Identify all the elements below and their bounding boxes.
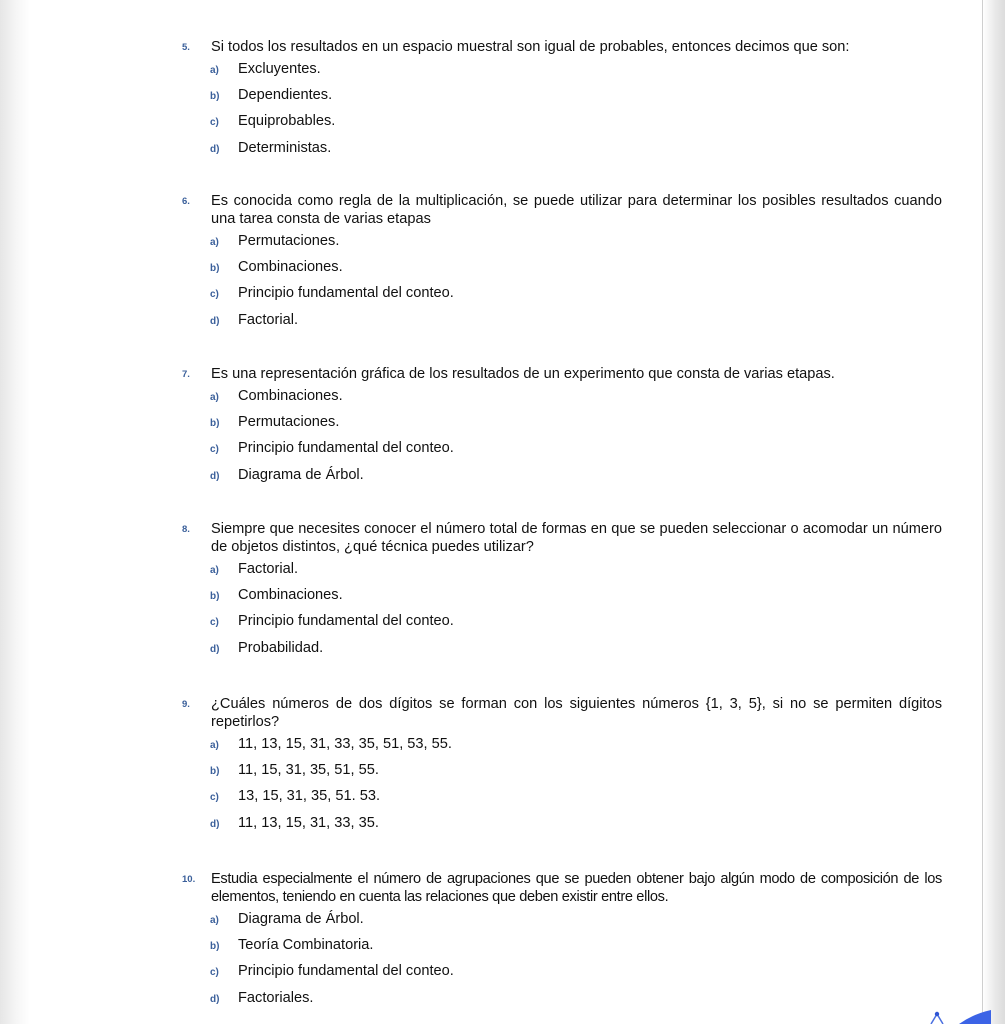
question-number: 9. xyxy=(182,699,190,710)
question-header xyxy=(182,192,942,228)
option-b[interactable] xyxy=(182,762,942,788)
question-text: ¿Cuáles números de dos dígitos se forman con los siguientes números {1, 3, 5}, si no se permiten dígitos repetirlos? xyxy=(211,696,942,730)
option-letter: b) xyxy=(210,766,220,778)
option-b[interactable] xyxy=(182,87,942,113)
option-text: Combinaciones. xyxy=(238,587,343,604)
option-letter: d) xyxy=(210,470,220,482)
question-header xyxy=(182,870,942,906)
question-5 xyxy=(182,38,942,166)
question-text: Es una representación gráfica de los resultados de un experimento que consta de varias etapas. xyxy=(211,366,835,382)
option-text: Probabilidad. xyxy=(238,639,324,656)
option-a[interactable] xyxy=(182,233,942,259)
option-a[interactable] xyxy=(182,911,942,937)
option-a[interactable] xyxy=(182,388,942,414)
option-letter: c) xyxy=(210,117,219,129)
option-text: Factorial. xyxy=(238,561,299,577)
options-list xyxy=(182,61,942,166)
page-corner-icon xyxy=(911,1002,991,1024)
option-c[interactable] xyxy=(182,440,942,466)
option-d[interactable] xyxy=(182,140,942,166)
option-a[interactable] xyxy=(182,61,942,87)
question-10 xyxy=(182,870,942,1016)
options-list xyxy=(182,388,942,493)
option-d[interactable] xyxy=(182,312,942,338)
option-text: Excluyentes. xyxy=(238,61,321,77)
option-d[interactable] xyxy=(182,990,942,1016)
option-c[interactable] xyxy=(182,113,942,139)
question-text: Estudia especialmente el número de agrupaciones que se pueden obtener bajo algún modo de composición de los elementos, teniendo en cuenta las relaciones que deben existir entre ellos. xyxy=(211,871,942,905)
option-text: Permutaciones. xyxy=(238,233,340,249)
option-a[interactable] xyxy=(182,561,942,587)
option-letter: c) xyxy=(210,617,219,629)
question-number: 7. xyxy=(182,369,190,380)
option-a[interactable] xyxy=(182,736,942,762)
option-letter: b) xyxy=(210,591,220,603)
question-header xyxy=(182,365,942,383)
option-text: Combinaciones. xyxy=(238,259,343,276)
question-text: Si todos los resultados en un espacio muestral son igual de probables, entonces decimos que son: xyxy=(211,39,850,55)
option-text: 11, 13, 15, 31, 33, 35. xyxy=(238,814,379,831)
option-d[interactable] xyxy=(182,467,942,493)
option-text: Teoría Combinatoria. xyxy=(238,937,374,954)
question-number: 5. xyxy=(182,42,190,53)
question-text: Siempre que necesites conocer el número total de formas en que se pueden seleccionar o acomodar un número de objetos distintos, ¿qué técnica puedes utilizar? xyxy=(211,521,942,555)
option-letter: a) xyxy=(210,740,219,751)
question-8 xyxy=(182,520,942,666)
option-letter: a) xyxy=(210,915,219,926)
option-b[interactable] xyxy=(182,937,942,963)
options-list xyxy=(182,736,942,841)
option-c[interactable] xyxy=(182,613,942,639)
option-letter: d) xyxy=(210,643,220,655)
option-letter: d) xyxy=(210,315,220,327)
option-letter: a) xyxy=(210,65,219,76)
option-d[interactable] xyxy=(182,815,942,841)
question-header xyxy=(182,38,942,56)
option-text: 11, 13, 15, 31, 33, 35, 51, 53, 55. xyxy=(238,736,452,752)
option-text: 11, 15, 31, 35, 51, 55. xyxy=(238,762,379,779)
option-text: Deterministas. xyxy=(238,139,332,156)
option-text: Permutaciones. xyxy=(238,414,340,431)
options-list xyxy=(182,233,942,338)
option-letter: b) xyxy=(210,418,220,430)
question-number: 10. xyxy=(182,874,196,885)
question-header xyxy=(182,520,942,556)
option-letter: b) xyxy=(210,263,220,275)
option-b[interactable] xyxy=(182,414,942,440)
option-letter: b) xyxy=(210,941,220,953)
option-text: Principio fundamental del conteo. xyxy=(238,963,454,980)
option-letter: d) xyxy=(210,818,220,830)
option-d[interactable] xyxy=(182,640,942,666)
option-text: Dependientes. xyxy=(238,87,333,104)
option-c[interactable] xyxy=(182,963,942,989)
question-number: 6. xyxy=(182,196,190,207)
question-header xyxy=(182,695,942,731)
options-list xyxy=(182,561,942,666)
option-letter: c) xyxy=(210,444,219,456)
option-text: Diagrama de Árbol. xyxy=(238,466,364,483)
options-list xyxy=(182,911,942,1016)
page-left-edge xyxy=(0,0,30,1024)
question-number: 8. xyxy=(182,524,190,535)
question-7 xyxy=(182,365,942,493)
option-letter: b) xyxy=(210,91,220,103)
option-letter: c) xyxy=(210,792,219,804)
option-text: Principio fundamental del conteo. xyxy=(238,613,454,630)
option-text: Diagrama de Árbol. xyxy=(238,911,364,927)
option-letter: a) xyxy=(210,392,219,403)
option-b[interactable] xyxy=(182,259,942,285)
option-letter: c) xyxy=(210,289,219,301)
option-text: Factoriales. xyxy=(238,989,314,1006)
question-9 xyxy=(182,695,942,841)
option-letter: d) xyxy=(210,993,220,1005)
option-text: Principio fundamental del conteo. xyxy=(238,285,454,302)
option-text: Combinaciones. xyxy=(238,388,343,404)
option-b[interactable] xyxy=(182,587,942,613)
option-letter: c) xyxy=(210,967,219,979)
option-text: Principio fundamental del conteo. xyxy=(238,440,454,457)
option-c[interactable] xyxy=(182,788,942,814)
scrollbar[interactable] xyxy=(982,0,1005,1024)
option-c[interactable] xyxy=(182,285,942,311)
option-text: 13, 15, 31, 35, 51. 53. xyxy=(238,788,380,805)
option-letter: a) xyxy=(210,237,219,248)
option-text: Equiprobables. xyxy=(238,113,336,130)
option-letter: a) xyxy=(210,565,219,576)
option-text: Factorial. xyxy=(238,311,299,328)
question-6 xyxy=(182,192,942,338)
question-text: Es conocida como regla de la multiplicación, se puede utilizar para determinar los posibles resultados cuando una tarea consta de varias etapas xyxy=(211,193,942,227)
option-letter: d) xyxy=(210,143,220,155)
